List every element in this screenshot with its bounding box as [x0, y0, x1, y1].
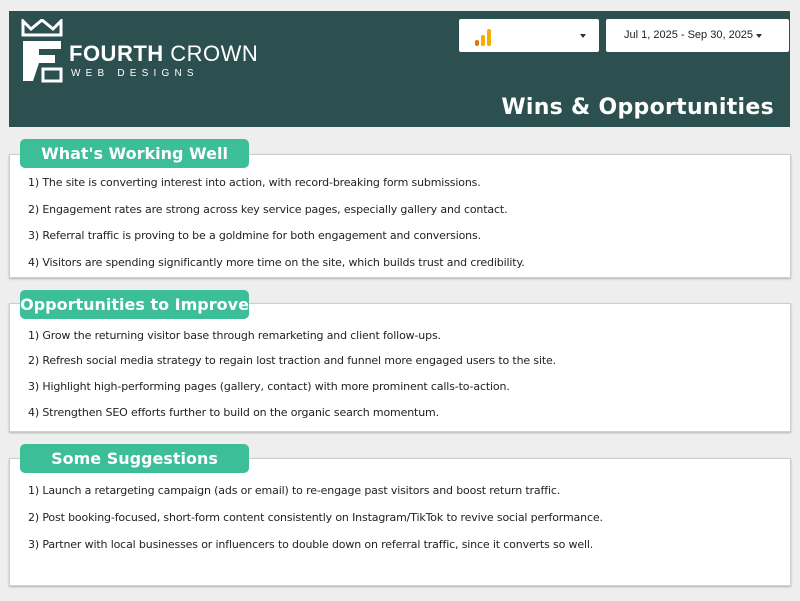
brand-logo [21, 19, 261, 89]
chevron-down-icon [580, 34, 586, 38]
list-item: 4) Visitors are spending significantly more time on the site, which builds trust and credibility. [28, 256, 525, 269]
list-item: 3) Referral traffic is proving to be a goldmine for both engagement and conversions. [28, 229, 481, 242]
section-title-working-well: What's Working Well [20, 139, 249, 168]
list-item: 3) Highlight high-performing pages (gallery, contact) with more prominent calls-to-action. [28, 380, 510, 393]
chevron-down-icon [756, 34, 762, 38]
data-source-selector[interactable] [459, 19, 599, 52]
page-title: Wins & Opportunities [501, 95, 774, 120]
brand-tagline: WEB DESIGNS [71, 68, 199, 79]
date-range-value: Jul 1, 2025 - Sep 30, 2025 [624, 29, 754, 41]
section-card-working-well [9, 154, 791, 278]
section-title-suggestions: Some Suggestions [20, 444, 249, 473]
google-analytics-icon [475, 28, 495, 46]
section-card-opportunities [9, 303, 791, 432]
list-item: 1) Grow the returning visitor base through remarketing and client follow-ups. [28, 329, 441, 342]
brand-name: FOURTH CROWN [69, 41, 259, 66]
date-range-selector[interactable] [606, 19, 789, 52]
section-card-suggestions [9, 458, 791, 586]
report-header [9, 11, 790, 127]
section-title-opportunities: Opportunities to Improve [20, 290, 249, 319]
list-item: 4) Strengthen SEO efforts further to build on the organic search momentum. [28, 406, 439, 419]
list-item: 1) The site is converting interest into action, with record-breaking form submissions. [28, 176, 481, 189]
crown-monogram-icon [21, 19, 63, 83]
list-item: 2) Engagement rates are strong across key service pages, especially gallery and contact. [28, 203, 508, 216]
list-item: 2) Refresh social media strategy to regain lost traction and funnel more engaged users to the site. [28, 354, 556, 367]
list-item: 3) Partner with local businesses or influencers to double down on referral traffic, since it converts so well. [28, 538, 594, 551]
list-item: 1) Launch a retargeting campaign (ads or email) to re-engage past visitors and boost return traffic. [28, 484, 561, 497]
list-item: 2) Post booking-focused, short-form content consistently on Instagram/TikTok to revive social performance. [28, 511, 603, 524]
